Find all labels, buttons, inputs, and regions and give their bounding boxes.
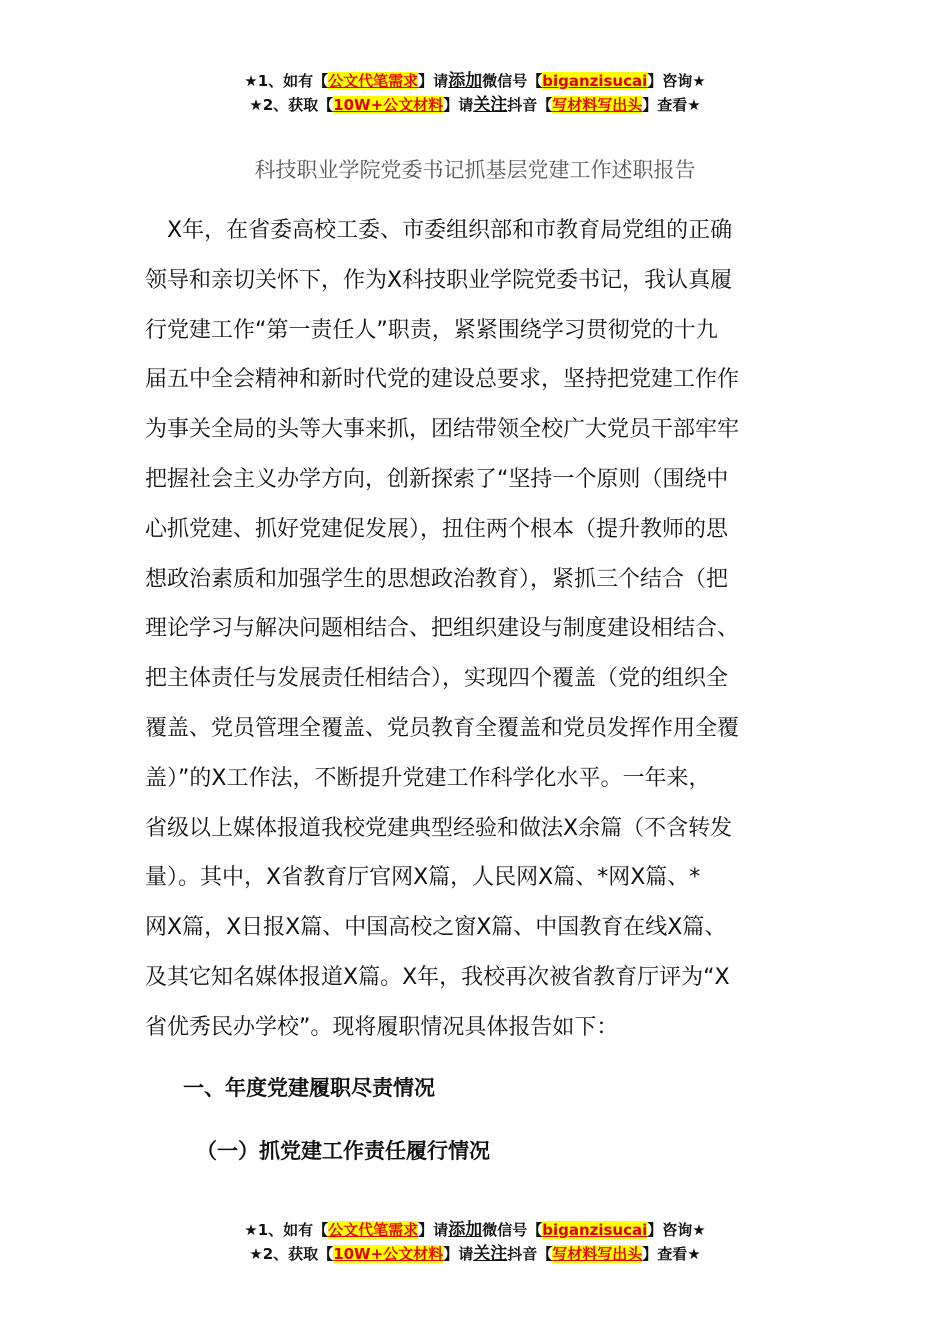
ad-wechat-id: biganzisucai [542, 1221, 648, 1239]
ad-text: 微信号【 [482, 72, 543, 90]
body-line: 领导和亲切关怀下，作为X科技职业学院党委书记，我认真履 [145, 267, 733, 293]
body-line: 行党建工作“第一责任人”职责，紧紧围绕学习贯彻党的十九 [145, 317, 718, 343]
ad-text: 抖音【 [507, 96, 553, 114]
ad-underline: 添加 [448, 71, 483, 91]
ad-text: 微信号【 [482, 1221, 543, 1239]
ad-highlight: 公文代笔需求 [328, 72, 419, 90]
body-line: 盖）”的X工作法，不断提升党建工作科学化水平。一年来， [145, 765, 711, 791]
document-title: 科技职业学院党委书记抓基层党建工作述职报告 [254, 158, 696, 182]
ad-text: 】咨询★ [647, 1221, 706, 1239]
ad-text: 】请 [443, 1245, 474, 1263]
body-paragraph [145, 206, 739, 1053]
body-line: 网X篇，X日报X篇、中国高校之窗X篇、中国教育在线X篇、 [145, 915, 727, 941]
body-line: 把主体责任与发展责任相结合），实现四个覆盖（党的组织全 [145, 666, 729, 692]
ad-text: 】请 [418, 1221, 449, 1239]
body-line: X年，在省委高校工委、市委组织部和市教育局党组的正确 [145, 218, 733, 243]
ad-text: 】请 [418, 72, 449, 90]
body-line: 想政治素质和加强学生的思想政治教育），紧抓三个结合（把 [145, 566, 729, 592]
ad-text: 】查看★ [642, 96, 701, 114]
ad-underline: 关注 [473, 1244, 508, 1264]
ad-banner-bottom [0, 1218, 950, 1266]
body-line: 理论学习与解决问题相结合、把组织建设与制度建设相结合、 [145, 616, 740, 642]
body-line: 覆盖、党员管理全覆盖、党员教育全覆盖和党员发挥作用全覆 [145, 715, 740, 741]
ad-text: ★2、获取【 [249, 1245, 334, 1263]
ad-text: ★2、获取【 [249, 96, 334, 114]
ad-highlight: 写材料写出头 [552, 96, 643, 114]
ad-highlight: 10W+公文材料 [333, 1245, 444, 1263]
ad-wechat-id: biganzisucai [542, 72, 648, 90]
body-line: 及其它知名媒体报道X篇。X年，我校再次被省教育厅评为“X [145, 964, 730, 990]
heading-1: 一、年度党建履职尽责情况 [183, 1076, 435, 1100]
body-line: 届五中全会精神和新时代党的建设总要求，坚持把党建工作作 [145, 367, 740, 393]
body-line: 为事关全局的头等大事来抓，团结带领全校广大党员干部牢牢 [145, 417, 740, 443]
body-line: 省级以上媒体报道我校党建典型经验和做法X余篇（不含转发 [145, 815, 733, 841]
ad-highlight: 10W+公文材料 [333, 96, 444, 114]
ad-text: 抖音【 [507, 1245, 553, 1263]
ad-text: 】查看★ [642, 1245, 701, 1263]
heading-2: （一）抓党建工作责任履行情况 [196, 1139, 490, 1163]
ad-line-1 [0, 1218, 950, 1242]
body-line: 量）。其中，X省教育厅官网X篇，人民网X篇、*网X篇、* [145, 865, 701, 891]
body-line: 心抓党建、抓好党建促发展），扭住两个根本（提升教师的思 [145, 516, 729, 542]
ad-highlight: 写材料写出头 [552, 1245, 643, 1263]
ad-underline: 添加 [448, 1220, 483, 1240]
ad-text: ★1、如有【 [244, 1221, 329, 1239]
ad-line-2 [0, 93, 950, 117]
ad-highlight: 公文代笔需求 [328, 1221, 419, 1239]
body-line: 省优秀民办学校”。现将履职情况具体报告如下： [145, 1014, 619, 1040]
ad-line-2 [0, 1242, 950, 1266]
ad-text: 】咨询★ [647, 72, 706, 90]
ad-text: ★1、如有【 [244, 72, 329, 90]
ad-banner-top [0, 69, 950, 117]
ad-underline: 关注 [473, 95, 508, 115]
ad-line-1 [0, 69, 950, 93]
body-line: 把握社会主义办学方向，创新探索了“坚持一个原则（围绕中 [145, 466, 729, 492]
ad-text: 】请 [443, 96, 474, 114]
